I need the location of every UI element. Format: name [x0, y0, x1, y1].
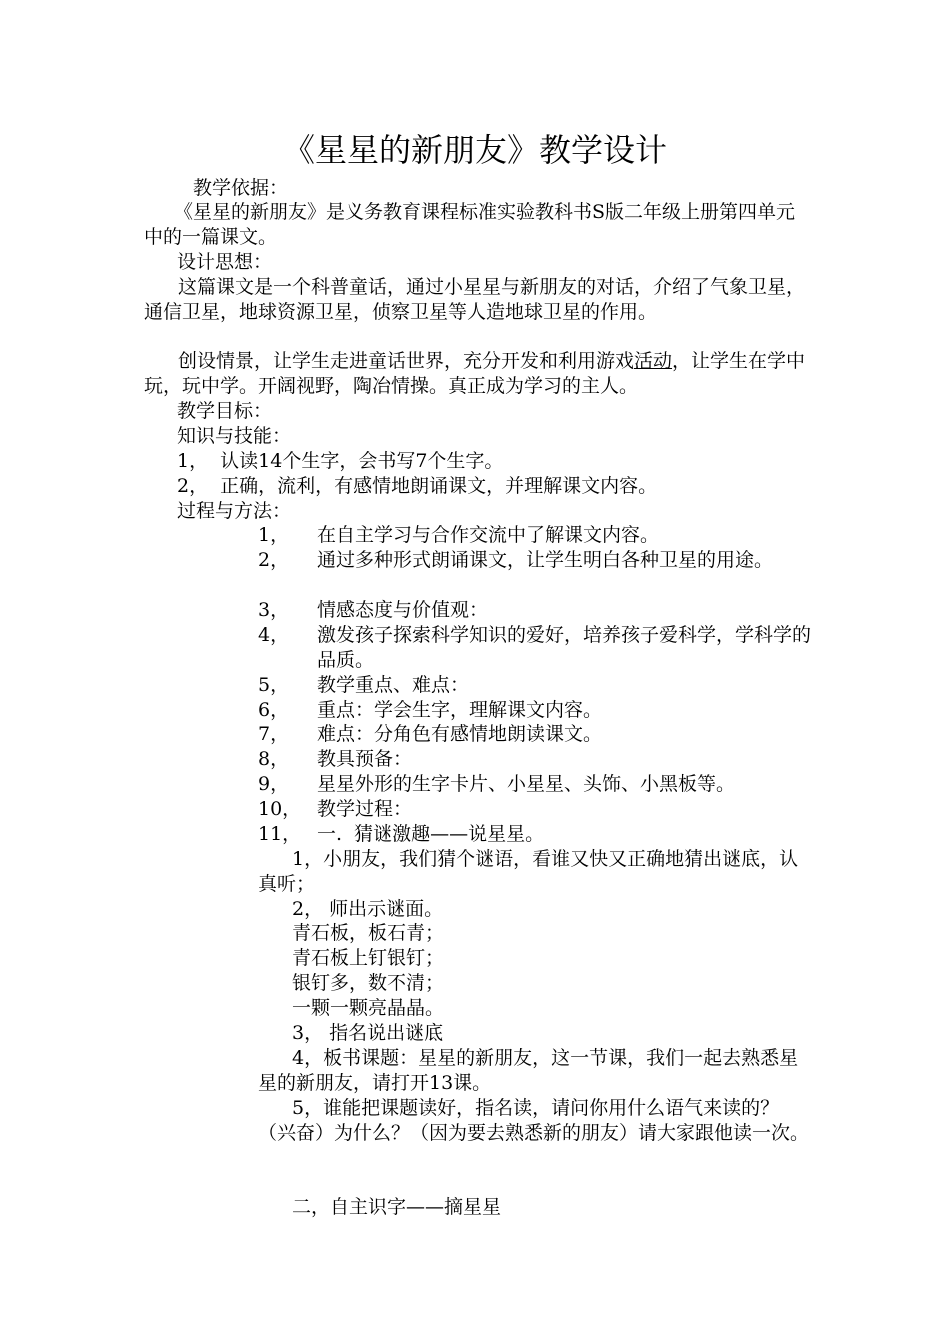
knowledge-item-2: 2， 正确，流利，有感情地朗诵课文，并理解课文内容。 — [177, 475, 658, 497]
list-number: 3， — [258, 599, 290, 621]
list-number: 7， — [258, 723, 290, 745]
document-title: 《星星的新朋友》教学设计 — [282, 131, 667, 169]
list-item: 难点：分角色有感情地朗读课文。 — [317, 723, 603, 745]
list-item: 教学重点、难点： — [317, 674, 470, 696]
list-item: 一. 猜谜激趣——说星星。 — [317, 823, 545, 845]
list-number: 5， — [258, 674, 290, 696]
list-number: 8， — [258, 748, 290, 770]
riddle-line: 银钉多，数不清； — [292, 972, 445, 994]
process-heading: 过程与方法： — [177, 500, 292, 522]
list-item: 重点：学会生字，理解课文内容。 — [317, 699, 603, 721]
knowledge-item-1: 1， 认读14个生字，会书写7个生字。 — [177, 450, 504, 472]
step-5: 5，谁能把课题读好，指名读，请问你用什么语气来读的？（兴奋）为什么？（因为要去熟悉新的朋友）请大家跟他读一次。 — [258, 1097, 810, 1144]
design-paragraph-1: 这篇课文是一个科普童话，通过小星星与新朋友的对话，介绍了气象卫星，通信卫星，地球资源卫星，侦察卫星等人造地球卫星的作用。 — [144, 276, 806, 323]
riddle-line: 青石板，板石青； — [292, 922, 445, 944]
design-paragraph-2-text-a: 创设情景，让学生走进童话世界，充分开发和利用游戏 — [178, 350, 635, 372]
riddle-line: 青石板上钉银钉； — [292, 947, 445, 969]
goals-heading: 教学目标： — [177, 400, 273, 422]
list-number: 4， — [258, 624, 290, 646]
step-4: 4，板书课题：星星的新朋友，这一节课，我们一起去熟悉星星的新朋友，请打开13课。 — [258, 1047, 799, 1094]
list-item: 教具预备： — [317, 748, 413, 770]
list-number: 11， — [258, 823, 302, 845]
step-2: 2， 师出示谜面。 — [292, 898, 444, 920]
design-paragraph-2-link: 活动 — [634, 350, 673, 372]
design-heading: 设计思想： — [177, 251, 273, 273]
basis-paragraph: 《星星的新朋友》是义务教育课程标准实验教科书S版二年级上册第四单元中的一篇课文。 — [144, 201, 796, 248]
step-1: 1，小朋友，我们猜个谜语，看谁又快又正确地猜出谜底，认真听； — [258, 848, 799, 895]
list-item: 通过多种形式朗诵课文，让学生明白各种卫星的用途。 — [317, 549, 774, 571]
list-number: 6， — [258, 699, 290, 721]
basis-heading: 教学依据： — [193, 177, 289, 199]
knowledge-heading: 知识与技能： — [177, 425, 292, 447]
list-item: 情感态度与价值观： — [317, 599, 489, 621]
design-paragraph-2 — [144, 349, 814, 399]
section-2-heading: 二，自主识字——摘星星 — [292, 1196, 502, 1218]
list-item: 教学过程： — [317, 798, 413, 820]
list-item: 星星外形的生字卡片、小星星、头饰、小黑板等。 — [317, 773, 736, 795]
step-3: 3， 指名说出谜底 — [292, 1022, 444, 1044]
list-item: 激发孩子探索科学知识的爱好，培养孩子爱科学，学科学的品质。 — [317, 624, 812, 671]
list-item: 在自主学习与合作交流中了解课文内容。 — [317, 524, 660, 546]
list-number: 10， — [258, 798, 302, 820]
design-paragraph-2-text-b: ，让学生在学中玩，玩中学。开阔视野，陶冶情操。真正成为学习的主人。 — [144, 350, 806, 397]
riddle-line: 一颗一颗亮晶晶。 — [292, 997, 445, 1019]
list-number: 1， — [258, 524, 290, 546]
list-number: 2， — [258, 549, 290, 571]
list-number: 9， — [258, 773, 290, 795]
